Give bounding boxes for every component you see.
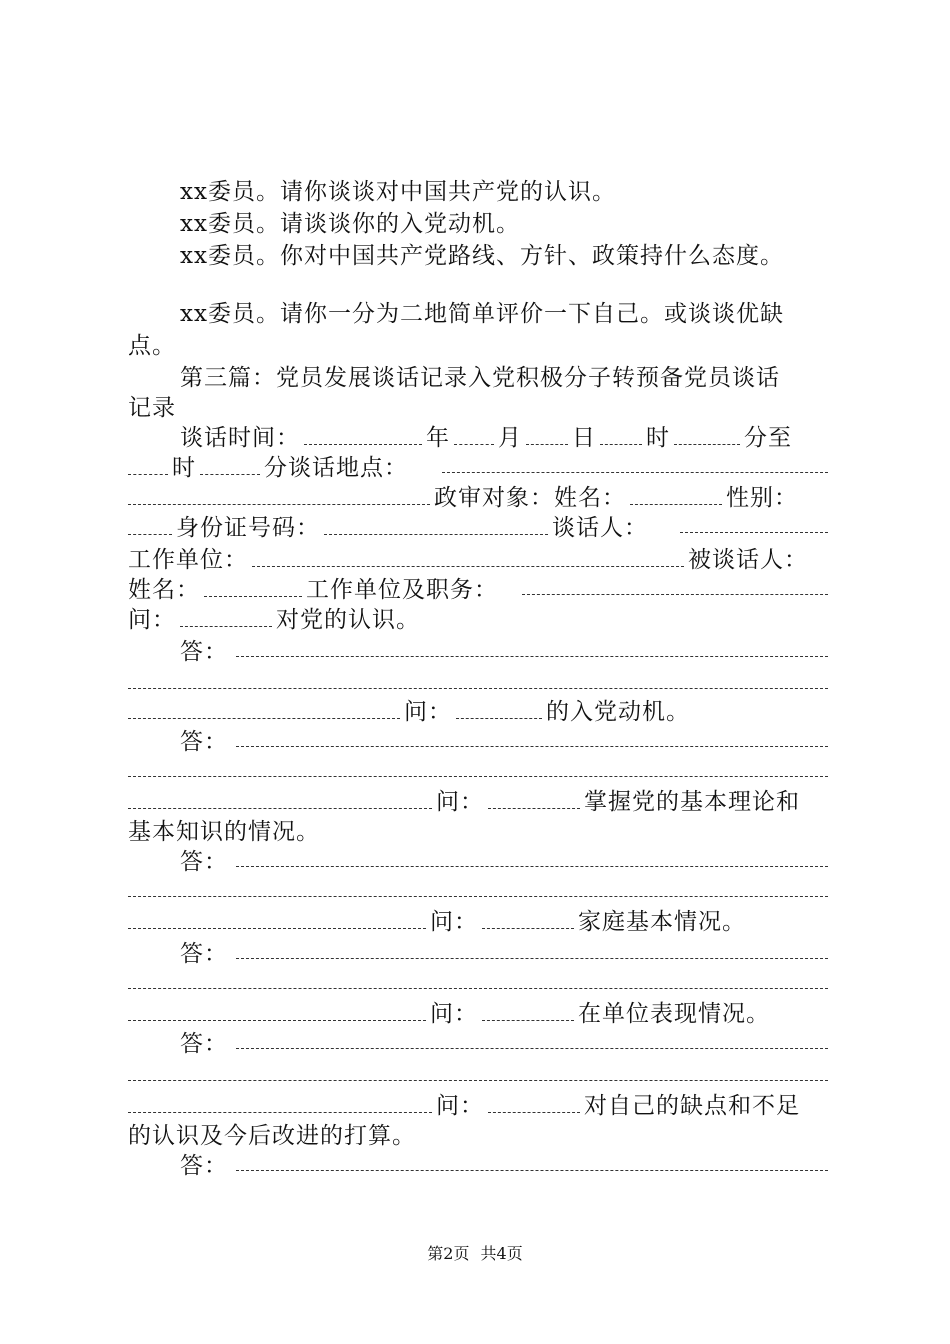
ask-label: 问： [430, 1001, 478, 1027]
ask-label: 问： [128, 607, 176, 633]
id-line [128, 512, 828, 544]
talk-place-blank[interactable] [442, 452, 828, 473]
answer-blank[interactable] [128, 1000, 426, 1021]
answer-blank[interactable] [128, 1060, 828, 1081]
question-line-3: xx委员。你对中国共产党路线、方针、政策持什么态度。 [180, 243, 784, 269]
month-blank[interactable] [454, 424, 494, 445]
answer-line-6 [180, 1150, 828, 1182]
hour-blank[interactable] [600, 424, 642, 445]
question-line-1: xx委员。请你谈谈对中国共产党的认识。 [180, 179, 616, 205]
hour-label: 时 [646, 425, 670, 451]
section-title-tail: 记录 [128, 395, 176, 421]
answer-blank-row [128, 876, 828, 908]
talk-place-line [128, 452, 828, 484]
section-title: 第三篇：党员发展谈话记录入党积极分子转预备党员谈话 [180, 365, 780, 391]
answer-line-4 [180, 938, 828, 970]
object-line [128, 482, 828, 514]
topic-3: 掌握党的基本理论和 [584, 789, 800, 815]
answer-line-2 [180, 726, 828, 758]
answer-blank[interactable] [128, 756, 828, 777]
gender-label: 性别： [726, 485, 798, 511]
talker-label: 谈话人： [552, 515, 648, 541]
talk-time-line [180, 422, 880, 454]
topic-6-tail: 的认识及今后改进的打算。 [128, 1123, 416, 1149]
minute-blank[interactable] [674, 424, 740, 445]
hour2-label: 时 [172, 455, 196, 481]
answer-blank[interactable] [128, 968, 828, 989]
id-number-blank[interactable] [324, 514, 548, 535]
answer-blank[interactable] [236, 1028, 828, 1049]
work-unit-line [128, 544, 828, 576]
day-blank[interactable] [526, 424, 568, 445]
ask-line-2 [128, 696, 828, 728]
answer-label: 答： [180, 1153, 228, 1179]
answer-blank[interactable] [128, 876, 828, 897]
ask-label: 问： [404, 699, 452, 725]
gender-blank[interactable] [128, 514, 172, 535]
id-number-label: 身份证号码： [176, 515, 320, 541]
question-line-2: xx委员。请谈谈你的入党动机。 [180, 211, 520, 237]
year-label: 年 [426, 425, 450, 451]
answer-label: 答： [180, 1031, 228, 1057]
answer-blank[interactable] [128, 698, 400, 719]
talker-blank[interactable] [680, 512, 828, 533]
day-label: 日 [572, 425, 596, 451]
work-unit-blank[interactable] [252, 546, 684, 567]
answer-blank[interactable] [128, 908, 426, 929]
topic-6: 对自己的缺点和不足 [584, 1093, 800, 1119]
object-name-blank[interactable] [630, 484, 722, 505]
topic-4: 家庭基本情况。 [578, 909, 746, 935]
ask-blank[interactable] [456, 698, 542, 719]
answer-blank[interactable] [236, 636, 828, 657]
ask-line-5 [128, 998, 828, 1030]
topic-5: 在单位表现情况。 [578, 1001, 770, 1027]
answer-blank[interactable] [128, 1092, 432, 1113]
answer-blank[interactable] [236, 938, 828, 959]
ask-line-3 [128, 786, 828, 818]
interviewee-name-label: 姓名： [128, 577, 200, 603]
interviewee-label: 被谈话人： [688, 547, 808, 573]
ask-label: 问： [430, 909, 478, 935]
topic-3-tail: 基本知识的情况。 [128, 819, 320, 845]
answer-line-3 [180, 846, 828, 878]
month-label: 月 [498, 425, 522, 451]
answer-blank-row [128, 756, 828, 788]
answer-line-5 [180, 1028, 828, 1060]
answer-label: 答： [180, 729, 228, 755]
ask-blank[interactable] [488, 1092, 580, 1113]
work-unit-label: 工作单位： [128, 547, 248, 573]
talk-time-label: 谈话时间： [180, 425, 300, 451]
ask-label: 问： [436, 789, 484, 815]
answer-blank-row [128, 1060, 828, 1092]
unit-duty-label: 工作单位及职务： [306, 577, 498, 603]
answer-label: 答： [180, 941, 228, 967]
object-name-label: 政审对象：姓名： [434, 485, 626, 511]
question-line-4-tail: 点。 [128, 333, 176, 359]
topic-1: 对党的认识。 [276, 607, 420, 633]
year-blank[interactable] [304, 424, 422, 445]
ask-blank[interactable] [482, 1000, 574, 1021]
interviewee-name-blank[interactable] [204, 576, 302, 597]
hour2-blank[interactable] [128, 454, 168, 475]
minute2-blank[interactable] [200, 454, 260, 475]
question-line-4: xx委员。请你一分为二地简单评价一下自己。或谈谈优缺 [180, 301, 784, 327]
answer-blank[interactable] [236, 726, 828, 747]
talk-place-label: 分谈话地点： [264, 455, 408, 481]
ask-line-1 [128, 604, 828, 636]
ask-label: 问： [436, 1093, 484, 1119]
minute-to-label: 分至 [744, 425, 792, 451]
unit-duty-blank[interactable] [522, 574, 828, 595]
ask-blank[interactable] [180, 606, 272, 627]
ask-line-4 [128, 906, 828, 938]
ask-line-6 [128, 1090, 828, 1122]
answer-blank-row [128, 968, 828, 1000]
page-total: 共4页 [480, 1244, 523, 1263]
answer-label: 答： [180, 849, 228, 875]
answer-blank[interactable] [128, 668, 828, 689]
answer-blank[interactable] [128, 788, 432, 809]
ask-blank[interactable] [482, 908, 574, 929]
page-number: 第2页 [427, 1244, 470, 1263]
talk-place-blank-cont[interactable] [128, 484, 430, 505]
answer-blank[interactable] [236, 846, 828, 867]
answer-blank[interactable] [236, 1150, 828, 1171]
page-footer [0, 1244, 950, 1264]
answer-label: 答： [180, 639, 228, 665]
interviewee-line [128, 574, 828, 606]
ask-blank[interactable] [488, 788, 580, 809]
answer-line-1 [180, 636, 828, 668]
topic-2: 的入党动机。 [546, 699, 690, 725]
